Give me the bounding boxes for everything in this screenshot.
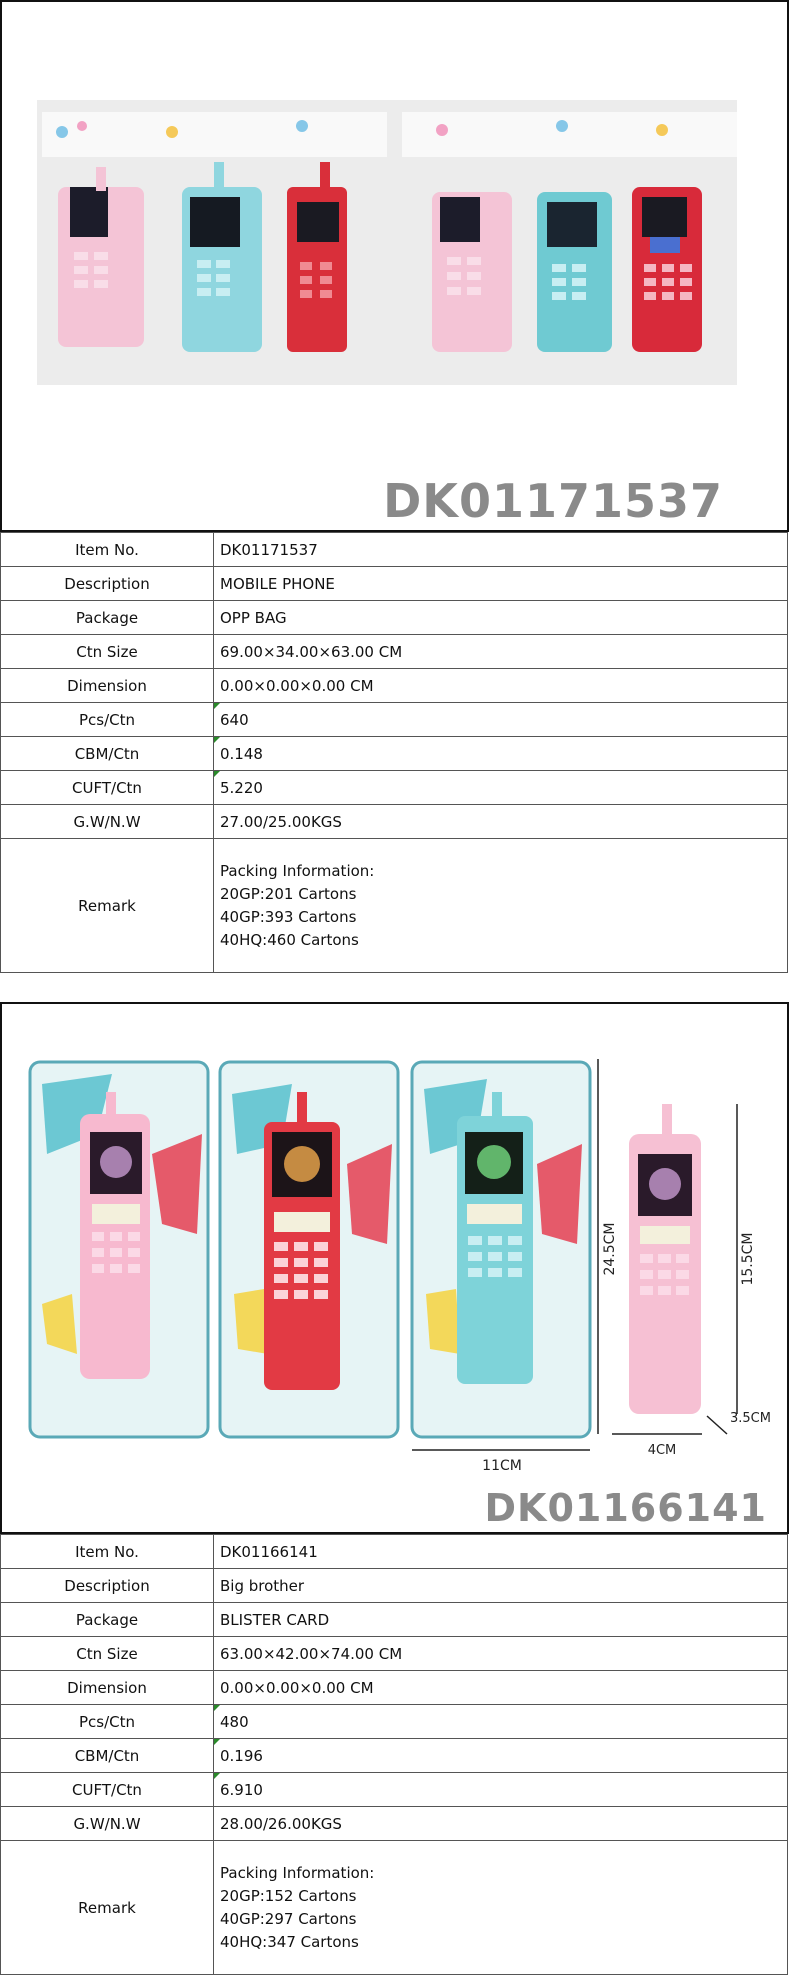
spec-value: 69.00×34.00×63.00 CM <box>214 635 788 669</box>
spec-value: 0.00×0.00×0.00 CM <box>214 1671 788 1705</box>
spec-value-text: 0.196 <box>220 1746 263 1765</box>
remark-line: Packing Information: <box>220 1863 375 1882</box>
spec-row-description <box>1 567 788 601</box>
spec-row-item-no <box>1 1535 788 1569</box>
spec-row-ctn-size <box>1 1637 788 1671</box>
spec-value: OPP BAG <box>214 601 788 635</box>
spec-label: Pcs/Ctn <box>1 703 214 737</box>
spec-row-package <box>1 1603 788 1637</box>
phone-pink-loose <box>629 1104 701 1414</box>
spec-value <box>214 771 788 805</box>
cell-marker-icon <box>214 1705 220 1711</box>
spec-label: CUFT/Ctn <box>1 771 214 805</box>
spec-value-text: 480 <box>220 1712 249 1731</box>
spec-value <box>214 703 788 737</box>
product-photo-mobile-phones-opp-bag <box>2 2 787 530</box>
spec-row-dimension <box>1 669 788 703</box>
spec-label: Dimension <box>1 669 214 703</box>
phone-pink-1 <box>58 167 144 347</box>
spec-label: Description <box>1 567 214 601</box>
remark-line: 20GP:152 Cartons <box>220 1886 357 1905</box>
spec-label: Item No. <box>1 1535 214 1569</box>
spec-table-1 <box>0 532 788 973</box>
phone-depth-label: 3.5CM <box>730 1411 771 1426</box>
product-photo-1 <box>0 0 789 532</box>
spec-label: Ctn Size <box>1 635 214 669</box>
spec-label: Package <box>1 601 214 635</box>
remark-line: 40HQ:460 Cartons <box>220 930 359 949</box>
item-code-watermark: DK01166141 <box>484 1486 767 1530</box>
spec-row-cbm-ctn <box>1 1739 788 1773</box>
spec-value-text: 640 <box>220 710 249 729</box>
spec-label: Package <box>1 1603 214 1637</box>
remark-line: 20GP:201 Cartons <box>220 884 357 903</box>
spec-row-pcs-ctn <box>1 1705 788 1739</box>
cell-marker-icon <box>214 1773 220 1779</box>
spec-value: 0.00×0.00×0.00 CM <box>214 669 788 703</box>
phone-height-label: 15.5CM <box>740 1232 756 1286</box>
cell-marker-icon <box>214 771 220 777</box>
spec-value <box>214 1705 788 1739</box>
remark-line: Packing Information: <box>220 861 375 880</box>
spec-value-text: 6.910 <box>220 1780 263 1799</box>
spec-label: CBM/Ctn <box>1 1739 214 1773</box>
spec-value: DK01171537 <box>214 533 788 567</box>
phone-pink-2 <box>432 192 512 352</box>
blister-card-pink <box>30 1062 208 1437</box>
cell-marker-icon <box>214 737 220 743</box>
spec-value-text: 5.220 <box>220 778 263 797</box>
spec-value-text: 0.148 <box>220 744 263 763</box>
spec-label: Pcs/Ctn <box>1 1705 214 1739</box>
card-height-label: 24.5CM <box>602 1222 618 1276</box>
spec-row-package <box>1 601 788 635</box>
spec-value: BLISTER CARD <box>214 1603 788 1637</box>
spec-label: Item No. <box>1 533 214 567</box>
spec-value: DK01166141 <box>214 1535 788 1569</box>
spec-label: Dimension <box>1 1671 214 1705</box>
spec-label: CUFT/Ctn <box>1 1773 214 1807</box>
spec-row-remark <box>1 839 788 973</box>
spec-label: Remark <box>1 839 214 973</box>
spec-label: Description <box>1 1569 214 1603</box>
spec-value <box>214 1739 788 1773</box>
spec-row-ctn-size <box>1 635 788 669</box>
cell-marker-icon <box>214 1739 220 1745</box>
phone-blue-2 <box>537 192 612 352</box>
spec-value <box>214 737 788 771</box>
spec-row-cbm-ctn <box>1 737 788 771</box>
spec-row-cuft-ctn <box>1 771 788 805</box>
spec-value: 27.00/25.00KGS <box>214 805 788 839</box>
remark-line: 40GP:297 Cartons <box>220 1909 357 1928</box>
spec-label: G.W/N.W <box>1 805 214 839</box>
phone-red-1 <box>287 162 347 352</box>
cell-marker-icon <box>214 703 220 709</box>
spec-label: CBM/Ctn <box>1 737 214 771</box>
phone-width-label: 4CM <box>647 1443 677 1458</box>
spec-row-remark <box>1 1841 788 1975</box>
phone-blue-1 <box>182 162 262 352</box>
blister-card-red <box>220 1062 398 1437</box>
spec-row-gw-nw <box>1 805 788 839</box>
spec-row-cuft-ctn <box>1 1773 788 1807</box>
spec-row-gw-nw <box>1 1807 788 1841</box>
phone-red-2 <box>632 187 702 352</box>
spec-table-2 <box>0 1534 788 1975</box>
spec-value: Big brother <box>214 1569 788 1603</box>
spec-row-description <box>1 1569 788 1603</box>
remark-line: 40GP:393 Cartons <box>220 907 357 926</box>
blister-card-blue <box>412 1062 590 1437</box>
remark-value <box>214 1841 788 1975</box>
item-code-watermark: DK01171537 <box>383 474 723 528</box>
card-width-label: 11CM <box>482 1458 522 1474</box>
product-photo-big-brother-blister <box>2 1004 787 1532</box>
spec-row-pcs-ctn <box>1 703 788 737</box>
spec-value: 28.00/26.00KGS <box>214 1807 788 1841</box>
remark-value <box>214 839 788 973</box>
spec-row-item-no <box>1 533 788 567</box>
spec-label: Remark <box>1 1841 214 1975</box>
spec-label: G.W/N.W <box>1 1807 214 1841</box>
remark-line: 40HQ:347 Cartons <box>220 1932 359 1951</box>
spec-value: MOBILE PHONE <box>214 567 788 601</box>
spec-value <box>214 1773 788 1807</box>
spec-value: 63.00×42.00×74.00 CM <box>214 1637 788 1671</box>
product-photo-2 <box>0 1002 789 1534</box>
spec-label: Ctn Size <box>1 1637 214 1671</box>
spec-row-dimension <box>1 1671 788 1705</box>
